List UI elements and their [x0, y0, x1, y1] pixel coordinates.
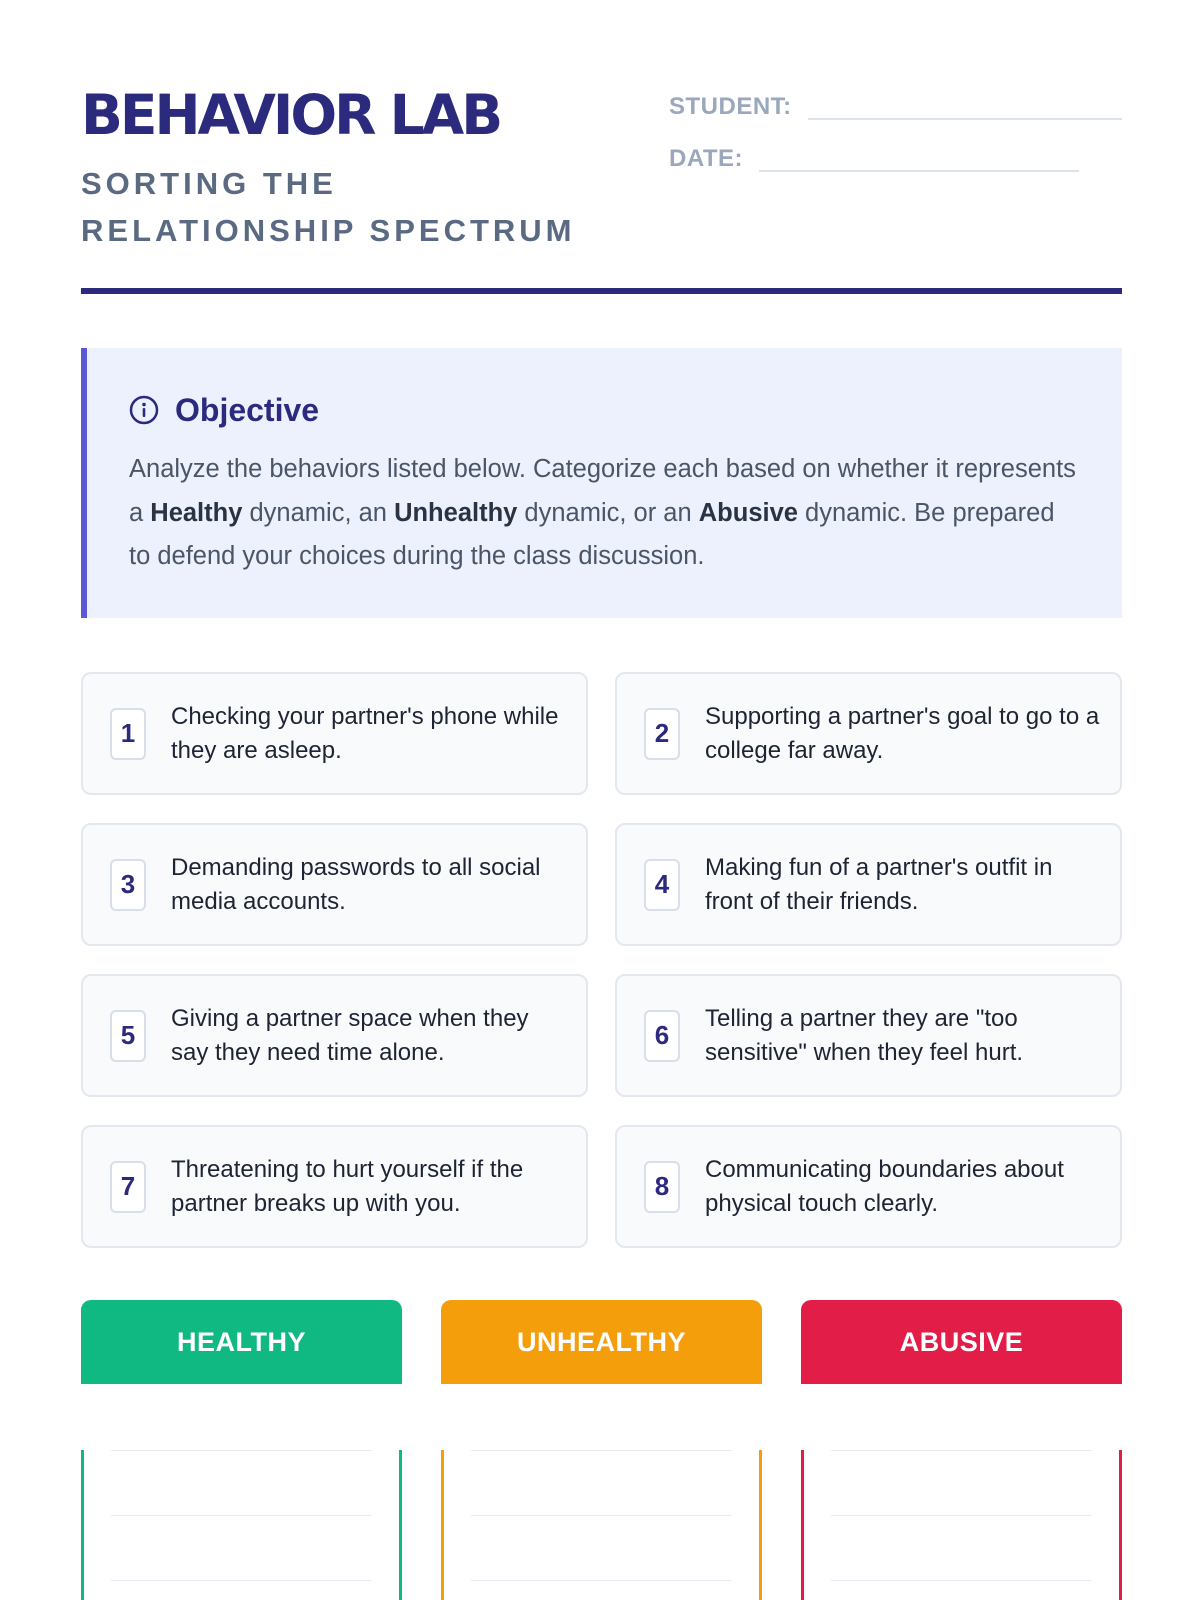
date-line[interactable]	[759, 170, 1079, 172]
objective-heading	[129, 390, 1082, 430]
page-subtitle: SORTING THE RELATIONSHIP SPECTRUM	[81, 166, 576, 248]
behavior-cards	[81, 672, 1122, 1248]
date-field-row	[669, 136, 1122, 174]
abusive-drop-zone[interactable]	[801, 1450, 1122, 1600]
healthy-column	[81, 1300, 402, 1600]
behavior-text: Checking your partner's phone while they are asleep.	[171, 702, 559, 764]
writing-line	[831, 1580, 1092, 1581]
behavior-text: Communicating boundaries about physical touch clearly.	[705, 1155, 1064, 1217]
behavior-number: 8	[644, 1161, 680, 1213]
writing-line	[471, 1580, 732, 1581]
writing-line	[471, 1450, 732, 1451]
behavior-text: Supporting a partner's goal to go to a college far away.	[705, 702, 1100, 764]
objective-title: Objective	[175, 391, 320, 428]
behavior-text: Telling a partner they are "too sensitive" when they feel hurt.	[705, 1004, 1024, 1066]
category-columns	[81, 1300, 1122, 1600]
behavior-number: 6	[644, 1010, 680, 1062]
page-title: BEHAVIOR LAB	[81, 83, 501, 147]
student-name-line[interactable]	[808, 118, 1122, 120]
unhealthy-column	[441, 1300, 762, 1600]
behavior-card[interactable]	[615, 974, 1122, 1097]
date-label: DATE:	[669, 145, 744, 172]
behavior-number: 7	[110, 1161, 146, 1213]
abusive-column-header: ABUSIVE	[801, 1300, 1122, 1384]
behavior-card[interactable]	[615, 1125, 1122, 1248]
behavior-text: Threatening to hurt yourself if the partner breaks up with you.	[171, 1155, 524, 1217]
objective-text: Analyze the behaviors listed below. Categorize each based on whether it represents a Healthy dynamic, an Unhealthy dynamic, or an Abusive dynamic. Be prepared to defend your choices during the class discussion.	[129, 455, 1076, 570]
student-info-fields	[669, 84, 1122, 188]
behavior-number: 1	[110, 708, 146, 760]
behavior-number: 3	[110, 859, 146, 911]
writing-line	[831, 1450, 1092, 1451]
writing-line	[111, 1450, 372, 1451]
student-label: STUDENT:	[669, 93, 792, 120]
unhealthy-drop-zone[interactable]	[441, 1450, 762, 1600]
writing-line	[111, 1580, 372, 1581]
student-field-row	[669, 84, 1122, 122]
behavior-text: Giving a partner space when they say they need time alone.	[171, 1004, 529, 1066]
behavior-card[interactable]	[81, 823, 588, 946]
behavior-number: 5	[110, 1010, 146, 1062]
healthy-column-header: HEALTHY	[81, 1300, 402, 1384]
info-circle-icon	[129, 395, 159, 425]
behavior-text: Making fun of a partner's outfit in front of their friends.	[705, 853, 1053, 915]
behavior-text: Demanding passwords to all social media accounts.	[171, 853, 541, 915]
unhealthy-column-header: UNHEALTHY	[441, 1300, 762, 1384]
abusive-term: Abusive	[698, 498, 798, 527]
writing-line	[111, 1515, 372, 1516]
behavior-card[interactable]	[81, 1125, 588, 1248]
behavior-card[interactable]	[81, 974, 588, 1097]
behavior-card[interactable]	[615, 672, 1122, 795]
abusive-column	[801, 1300, 1122, 1600]
behavior-card[interactable]	[81, 672, 588, 795]
behavior-card[interactable]	[615, 823, 1122, 946]
behavior-number: 4	[644, 859, 680, 911]
healthy-term: Healthy	[150, 498, 243, 527]
unhealthy-term: Unhealthy	[394, 498, 518, 527]
header-divider	[81, 288, 1122, 294]
objective-box	[81, 348, 1122, 618]
behavior-number: 2	[644, 708, 680, 760]
writing-line	[831, 1515, 1092, 1516]
writing-line	[471, 1515, 732, 1516]
healthy-drop-zone[interactable]	[81, 1450, 402, 1600]
